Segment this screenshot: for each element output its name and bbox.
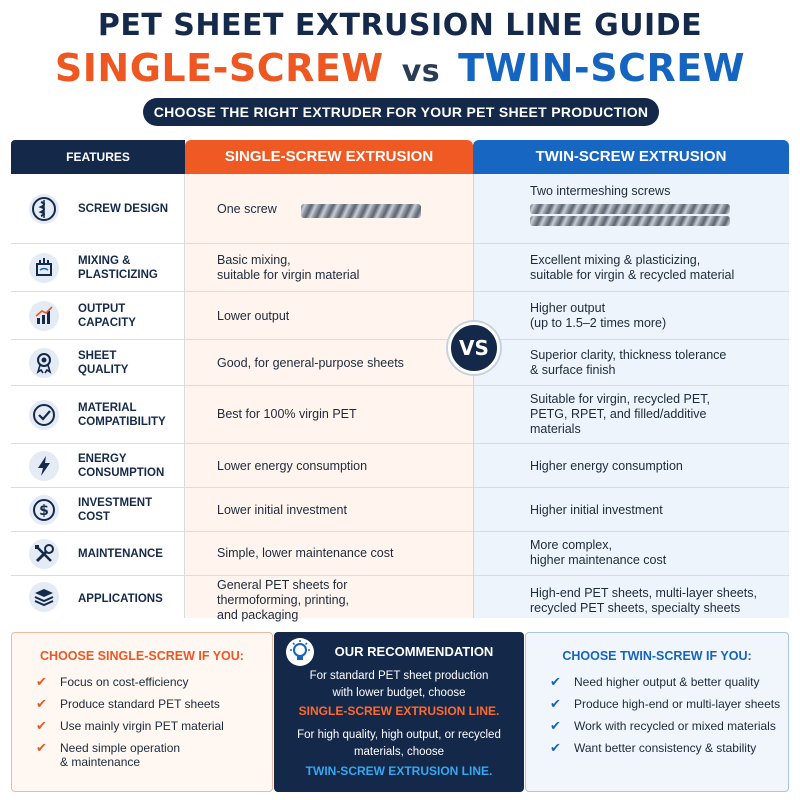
check-icon: ✔ (550, 740, 561, 755)
recommendation-single-highlight: SINGLE-SCREW EXTRUSION LINE. (298, 704, 500, 718)
list-item: ✔ Need simple operation & maintenance (36, 740, 181, 769)
check-circle-icon (29, 400, 59, 430)
feature-label-line1: MATERIAL (78, 402, 137, 414)
twin-screw-header: TWIN-SCREW EXTRUSION (473, 140, 789, 174)
single-value: Best for 100% virgin PET (217, 407, 357, 421)
feature-label-line2: COMPATIBILITY (78, 416, 166, 428)
vs-badge: VS (448, 322, 500, 374)
feature-label-line2: CONSUMPTION (78, 467, 165, 479)
feature-label-line2: PLASTICIZING (78, 269, 158, 281)
dollar-icon (29, 495, 59, 525)
single-value: Lower output (217, 309, 290, 323)
twin-box-title: CHOOSE TWIN-SCREW IF YOU: (562, 649, 752, 663)
table-row-energy (11, 444, 789, 488)
check-icon: ✔ (550, 718, 561, 733)
recommendation-line3: For high quality, high output, or recycled (297, 729, 501, 741)
recommendation-line1: For standard PET sheet production (309, 670, 489, 682)
single-value: One screw (217, 202, 277, 216)
bar-chart-icon (29, 301, 59, 331)
features-header: FEATURES (11, 140, 185, 174)
comparison-table (11, 140, 789, 622)
list-item: ✔ Focus on cost-efficiency (36, 674, 189, 689)
recommendation-line4: materials, choose (353, 746, 445, 758)
twin-value-line2: (up to 1.5–2 times more) (530, 316, 667, 330)
tools-icon (29, 539, 59, 569)
mixing-icon (29, 253, 59, 283)
feature-cell (11, 532, 185, 575)
check-icon: ✔ (550, 696, 561, 711)
single-screw-advice-box (11, 632, 273, 792)
recommendation-title: OUR RECOMMENDATION (334, 644, 494, 659)
check-icon: ✔ (36, 696, 47, 711)
page-title: PET SHEET EXTRUSION LINE GUIDE (97, 8, 703, 43)
table-row-maintenance (11, 532, 789, 576)
layers-icon (29, 582, 59, 612)
feature-label-line1: MIXING & (78, 255, 131, 267)
single-box-title: CHOOSE SINGLE-SCREW IF YOU: (40, 649, 244, 663)
feature-label-line1: SHEET (78, 350, 117, 362)
single-value-line2: suitable for virgin material (217, 268, 360, 282)
feature-label-line1: ENERGY (78, 453, 127, 465)
award-icon (29, 348, 59, 378)
check-icon: ✔ (36, 718, 47, 733)
table-row-applications (11, 576, 789, 622)
twin-value-line1: High-end PET sheets, multi-layer sheets, (530, 586, 757, 600)
twin-screw-illustration-bottom (530, 216, 730, 226)
single-value: Lower initial investment (217, 503, 347, 517)
list-item: ✔ Work with recycled or mixed materials (550, 718, 776, 733)
feature-cell (11, 386, 185, 443)
feature-label: SCREW DESIGN (78, 203, 169, 215)
list-item: ✔ Produce high-end or multi-layer sheets (550, 696, 781, 711)
single-value-line1: General PET sheets for (217, 578, 348, 592)
feature-label-line1: INVESTMENT (78, 497, 153, 509)
check-icon: ✔ (550, 674, 561, 689)
feature-cell (11, 340, 185, 385)
feature-cell (11, 292, 185, 339)
twin-value-line1: Higher output (530, 301, 606, 315)
twin-value-line1: Excellent mixing & plasticizing, (530, 253, 701, 267)
feature-label: APPLICATIONS (78, 593, 163, 605)
twin-value-line1: More complex, (530, 538, 612, 552)
recommendation-twin-highlight: TWIN-SCREW EXTRUSION LINE. (305, 764, 493, 778)
screw-icon (29, 194, 59, 224)
feature-label-line2: CAPACITY (78, 317, 136, 329)
twin-value-line2: higher maintenance cost (530, 553, 667, 567)
twin-value-line1: Suitable for virgin, recycled PET, (530, 392, 710, 406)
feature-label-line2: COST (78, 511, 110, 523)
feature-cell (11, 244, 185, 291)
single-value-line3: and packaging (217, 608, 299, 622)
table-row-screw-design (11, 174, 789, 244)
recommendation-line2: with lower budget, choose (332, 687, 466, 699)
twin-value-line2: PETG, RPET, and filled/additive (530, 407, 707, 421)
feature-cell (11, 444, 185, 487)
feature-label-line2: QUALITY (78, 364, 129, 376)
single-value: Simple, lower maintenance cost (217, 546, 394, 560)
list-item: ✔ Want better consistency & stability (550, 740, 757, 755)
check-icon: ✔ (36, 674, 47, 689)
list-item: ✔ Need higher output & better quality (550, 674, 760, 689)
feature-cell (11, 576, 185, 618)
table-row-quality (11, 340, 789, 386)
check-icon: ✔ (36, 740, 47, 755)
feature-label: MAINTENANCE (78, 548, 163, 560)
feature-label-line1: OUTPUT (78, 303, 126, 315)
twin-value-line2: & surface finish (530, 363, 616, 377)
table-row-output (11, 292, 789, 340)
list-item: ✔ Use mainly virgin PET material (36, 718, 224, 733)
table-row-investment (11, 488, 789, 532)
recommendation-box (274, 632, 524, 792)
single-screw-header: SINGLE-SCREW EXTRUSION (185, 140, 473, 174)
twin-value: Higher energy consumption (530, 459, 683, 473)
twin-value: Higher initial investment (530, 503, 663, 517)
twin-value-line1: Superior clarity, thickness tolerance (530, 348, 727, 362)
single-value-line1: Basic mixing, (217, 253, 291, 267)
lightning-icon (29, 451, 59, 481)
twin-value: Two intermeshing screws (530, 184, 671, 198)
page-subtitle (0, 46, 800, 90)
single-value: Good, for general-purpose sheets (217, 356, 404, 370)
table-row-mixing (11, 244, 789, 292)
feature-cell (11, 488, 185, 531)
subtitle-twin: TWIN-SCREW (458, 46, 746, 90)
twin-screw-illustration-top (530, 204, 730, 214)
twin-value-line3: materials (530, 422, 581, 436)
twin-value-line2: recycled PET sheets, specialty sheets (530, 601, 741, 615)
feature-cell (11, 174, 185, 243)
single-value: Lower energy consumption (217, 459, 368, 473)
twin-screw-advice-box (525, 632, 789, 792)
subtitle-vs: vs (401, 54, 441, 89)
subtitle-single: SINGLE-SCREW (54, 46, 384, 90)
single-value-line2: thermoforming, printing, (217, 593, 350, 607)
single-screw-illustration (301, 204, 421, 218)
twin-value-line2: suitable for virgin & recycled material (530, 268, 735, 282)
svg-text:$: $ (39, 503, 49, 519)
table-row-material (11, 386, 789, 444)
list-item: ✔ Produce standard PET sheets (36, 696, 220, 711)
tagline-banner: CHOOSE THE RIGHT EXTRUDER FOR YOUR PET SHEET PRODUCTION (143, 98, 659, 126)
